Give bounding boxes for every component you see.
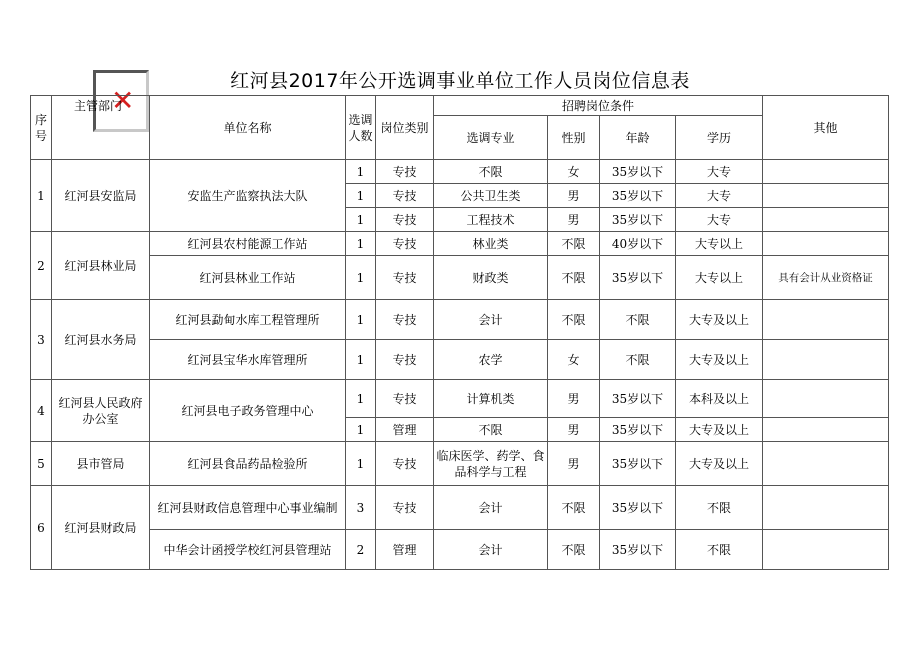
cell-seq: 2 — [31, 232, 52, 300]
cell-type: 专技 — [376, 256, 434, 300]
header-dept-label: 主管部门 — [74, 99, 123, 113]
cell-type: 专技 — [376, 208, 434, 232]
cell-age: 35岁以下 — [600, 380, 676, 418]
cell-count: 1 — [346, 340, 376, 380]
cell-edu: 本科及以上 — [676, 380, 763, 418]
cell-unit: 红河县农村能源工作站 — [150, 232, 346, 256]
cell-count: 1 — [346, 208, 376, 232]
cell-count: 1 — [346, 442, 376, 486]
cell-other: 具有会计从业资格证 — [763, 256, 889, 300]
header-major: 选调专业 — [434, 116, 548, 160]
table-row — [31, 486, 889, 530]
cell-dept: 红河县水务局 — [52, 300, 150, 380]
cell-major: 不限 — [434, 160, 548, 184]
table-row — [31, 160, 889, 184]
cell-other — [763, 184, 889, 208]
page-title: 红河县2017年公开选调事业单位工作人员岗位信息表 — [230, 70, 690, 92]
cell-major: 财政类 — [434, 256, 548, 300]
cell-major: 农学 — [434, 340, 548, 380]
cell-age: 35岁以下 — [600, 486, 676, 530]
cell-other — [763, 380, 889, 418]
table-row — [31, 256, 889, 300]
cell-unit: 红河县食品药品检验所 — [150, 442, 346, 486]
table-row — [31, 232, 889, 256]
cell-type: 管理 — [376, 530, 434, 570]
cell-gender: 女 — [548, 340, 600, 380]
cell-edu: 大专 — [676, 160, 763, 184]
cell-type: 专技 — [376, 160, 434, 184]
header-unit: 单位名称 — [150, 96, 346, 160]
cell-type: 专技 — [376, 380, 434, 418]
cell-edu: 大专及以上 — [676, 418, 763, 442]
cell-major: 会计 — [434, 530, 548, 570]
cell-dept: 县市管局 — [52, 442, 150, 486]
cell-count: 1 — [346, 256, 376, 300]
cell-gender: 男 — [548, 184, 600, 208]
table-header-row — [31, 96, 889, 116]
cell-gender: 男 — [548, 442, 600, 486]
cell-age: 35岁以下 — [600, 184, 676, 208]
cell-other — [763, 232, 889, 256]
cell-dept: 红河县财政局 — [52, 486, 150, 570]
cell-type: 专技 — [376, 300, 434, 340]
cell-seq: 6 — [31, 486, 52, 570]
cell-age: 35岁以下 — [600, 530, 676, 570]
cell-unit: 安监生产监察执法大队 — [150, 160, 346, 232]
cell-edu: 大专及以上 — [676, 340, 763, 380]
table-row — [31, 380, 889, 418]
header-count: 选调人数 — [346, 96, 376, 160]
cell-type: 专技 — [376, 232, 434, 256]
cell-unit: 红河县宝华水库管理所 — [150, 340, 346, 380]
cell-unit: 红河县勐甸水库工程管理所 — [150, 300, 346, 340]
cell-count: 2 — [346, 530, 376, 570]
cell-edu: 大专以上 — [676, 232, 763, 256]
cell-other — [763, 340, 889, 380]
cell-type: 管理 — [376, 418, 434, 442]
cell-unit: 红河县电子政务管理中心 — [150, 380, 346, 442]
cell-count: 1 — [346, 418, 376, 442]
cell-other — [763, 160, 889, 184]
header-edu: 学历 — [676, 116, 763, 160]
header-conditions: 招聘岗位条件 — [434, 96, 763, 116]
header-age: 年龄 — [600, 116, 676, 160]
cell-count: 1 — [346, 160, 376, 184]
table-row — [31, 300, 889, 340]
cell-major: 计算机类 — [434, 380, 548, 418]
cell-gender: 男 — [548, 380, 600, 418]
cell-count: 1 — [346, 300, 376, 340]
cell-type: 专技 — [376, 340, 434, 380]
header-post-type: 岗位类别 — [376, 96, 434, 160]
cell-other — [763, 300, 889, 340]
cell-gender: 男 — [548, 418, 600, 442]
cell-type: 专技 — [376, 442, 434, 486]
header-other: 其他 — [763, 96, 889, 160]
cell-seq: 5 — [31, 442, 52, 486]
cell-age: 40岁以下 — [600, 232, 676, 256]
cell-gender: 男 — [548, 208, 600, 232]
cell-major: 林业类 — [434, 232, 548, 256]
cell-gender: 女 — [548, 160, 600, 184]
cell-major: 临床医学、药学、食品科学与工程 — [434, 442, 548, 486]
cell-edu: 大专以上 — [676, 256, 763, 300]
cell-seq: 3 — [31, 300, 52, 380]
cell-edu: 大专 — [676, 184, 763, 208]
cell-major: 工程技术 — [434, 208, 548, 232]
cell-gender: 不限 — [548, 300, 600, 340]
cell-edu: 大专及以上 — [676, 442, 763, 486]
cell-other — [763, 486, 889, 530]
cell-gender: 不限 — [548, 530, 600, 570]
cell-age: 35岁以下 — [600, 208, 676, 232]
table-row — [31, 442, 889, 486]
cell-other — [763, 208, 889, 232]
cell-count: 3 — [346, 486, 376, 530]
cell-edu: 大专 — [676, 208, 763, 232]
cell-other — [763, 418, 889, 442]
cell-major: 不限 — [434, 418, 548, 442]
cell-unit: 红河县财政信息管理中心事业编制 — [150, 486, 346, 530]
cell-major: 会计 — [434, 486, 548, 530]
cell-age: 35岁以下 — [600, 418, 676, 442]
header-seq: 序号 — [31, 96, 52, 160]
cell-unit: 中华会计函授学校红河县管理站 — [150, 530, 346, 570]
header-gender: 性别 — [548, 116, 600, 160]
cell-edu: 不限 — [676, 486, 763, 530]
cell-other — [763, 442, 889, 486]
cell-count: 1 — [346, 380, 376, 418]
cell-edu: 不限 — [676, 530, 763, 570]
cell-seq: 4 — [31, 380, 52, 442]
cell-type: 专技 — [376, 486, 434, 530]
cell-count: 1 — [346, 232, 376, 256]
cell-age: 不限 — [600, 300, 676, 340]
cell-gender: 不限 — [548, 486, 600, 530]
table-row — [31, 340, 889, 380]
cell-age: 35岁以下 — [600, 442, 676, 486]
cell-dept: 红河县安监局 — [52, 160, 150, 232]
positions-table — [30, 95, 889, 570]
table-row — [31, 530, 889, 570]
cell-dept: 红河县林业局 — [52, 232, 150, 300]
cell-age: 35岁以下 — [600, 256, 676, 300]
cell-dept: 红河县人民政府办公室 — [52, 380, 150, 442]
cell-major: 会计 — [434, 300, 548, 340]
cell-unit: 红河县林业工作站 — [150, 256, 346, 300]
cell-age: 35岁以下 — [600, 160, 676, 184]
cell-age: 不限 — [600, 340, 676, 380]
cell-major: 公共卫生类 — [434, 184, 548, 208]
cell-gender: 不限 — [548, 232, 600, 256]
cell-type: 专技 — [376, 184, 434, 208]
cell-edu: 大专及以上 — [676, 300, 763, 340]
cell-gender: 不限 — [548, 256, 600, 300]
cell-seq: 1 — [31, 160, 52, 232]
cell-count: 1 — [346, 184, 376, 208]
broken-image-x-icon: ✕ — [111, 84, 135, 117]
cell-other — [763, 530, 889, 570]
